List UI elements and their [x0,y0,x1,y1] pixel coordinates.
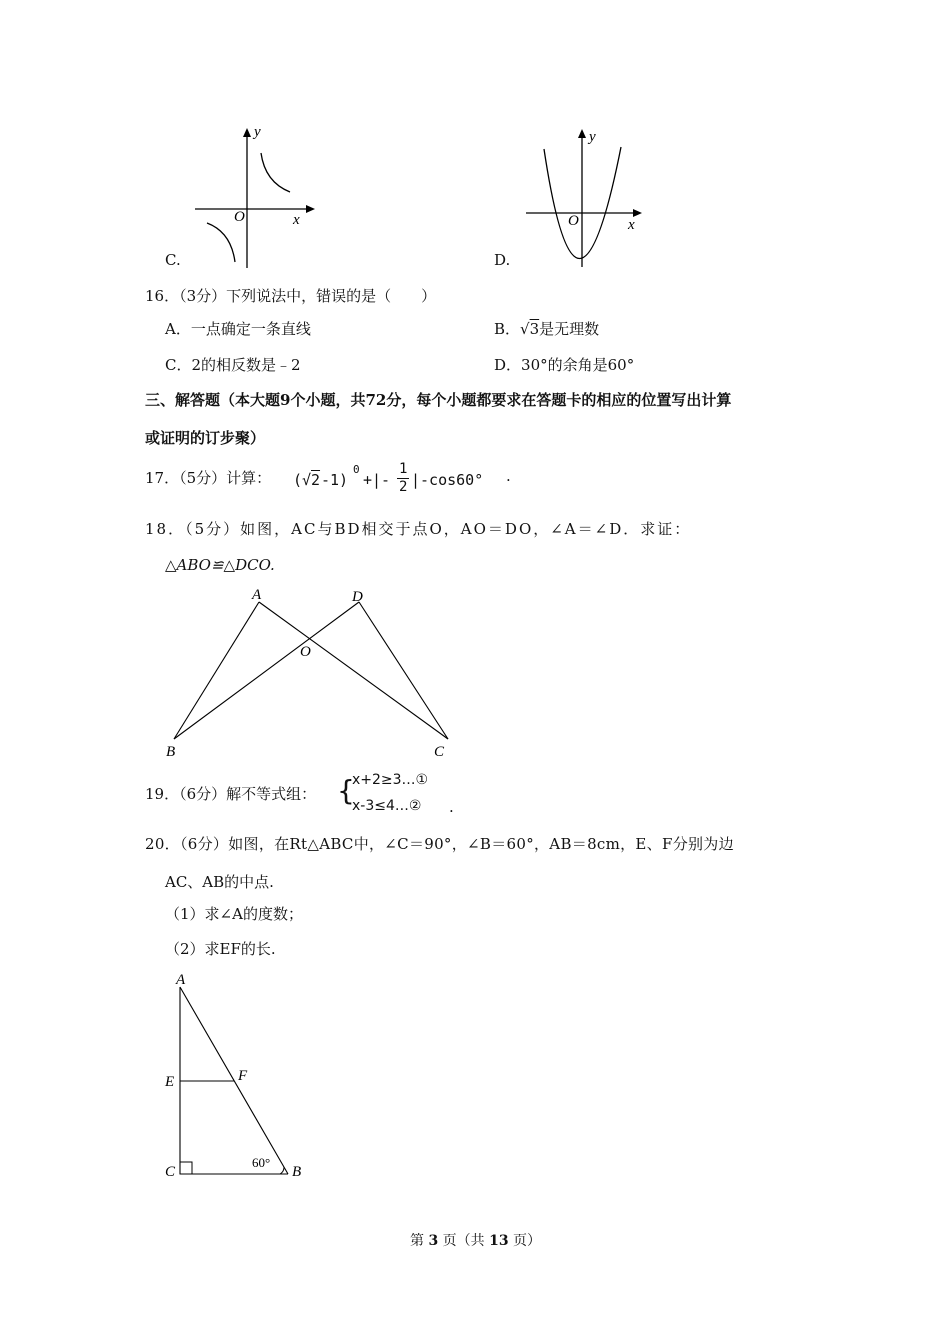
fig20-angle-label: 60° [252,1155,271,1170]
q19-ineq1: x+2≥3…① [352,772,429,788]
right-angle-marker [180,1162,192,1174]
q20-line2: AC、AB的中点. [165,873,274,891]
q16-option-a: A．一点确定一条直线 [165,320,311,338]
fig20-label-b: B [292,1164,302,1180]
q16-option-c: C．2的相反数是﹣2 [165,356,301,374]
total-pages: 13 [489,1233,509,1249]
figure-18 [160,585,460,765]
q16-option-b-radicand: 3 [529,320,540,338]
fig20-label-e: E [165,1074,175,1090]
fig20-label-a: A [176,972,186,988]
fig20-label-c: C [165,1164,176,1180]
page-footer: 第 3 页（共 13 页） [410,1233,542,1249]
q16-option-b [494,318,599,339]
brace-icon: { [337,774,355,807]
graph-c-x-label: x [293,212,300,228]
current-page-number: 3 [428,1233,439,1249]
q17-stem: 17．（5分）计算： [145,469,272,487]
option-c-graph-label: C. [165,251,181,269]
graph-d-x-label: x [628,217,635,233]
graph-d-origin-label: O [568,213,579,229]
q16-stem: 16．（3分）下列说法中，错误的是（ ） [145,287,437,305]
fig18-label-a: A [252,587,262,603]
fig20-label-f: F [238,1068,248,1084]
figure-20 [160,965,320,1185]
hyperbola-branch-lower [207,223,235,262]
y-arrow-icon [578,129,586,138]
q20-sub2: （2）求EF的长. [165,940,276,958]
graph-d-y-label: y [589,129,596,145]
x-arrow-icon [306,205,315,213]
section3-heading-line1: 三、解答题（本大题9个小题，共72分，每个小题都要求在答题卡的相应的位置写出计算 [145,391,732,409]
graph-d [520,125,650,270]
q19-end: . [449,798,454,816]
q20-line1: 20．（6分）如图，在Rt△ABC中，∠C＝90°，∠B＝60°，AB＝8cm，E、F分别为边 [145,835,734,853]
q17-end: . [506,467,511,485]
fig18-label-b: B [166,744,176,760]
fig18-label-d: D [352,589,363,605]
q16-option-d: D．30°的余角是60° [494,356,635,374]
section3-heading-line2: 或证明的订步聚） [145,429,266,447]
x-arrow-icon [633,209,642,217]
q18-line1: 18．（5分）如图，AC与BD相交于点O，AO＝DO，∠A＝∠D．求证： [145,520,692,538]
graph-c-y-label: y [254,124,261,140]
q16-option-b-suffix: 是无理数 [539,320,600,338]
angle-arc-icon [280,1167,284,1174]
q19-ineq2: x-3≤4…② [352,798,422,814]
q19-stem: 19．（6分）解不等式组： [145,785,317,803]
q18-line2: △ABO≌△DCO. [165,556,275,574]
q16-option-b-prefix: B． [494,320,521,338]
hyperbola-branch-upper [261,153,290,192]
y-arrow-icon [243,128,251,137]
sqrt-sign: √ [302,471,312,489]
option-d-graph-label: D. [494,251,511,269]
fig18-label-c: C [434,744,445,760]
graph-c-origin-label: O [234,209,245,225]
fig18-label-o: O [300,644,311,660]
q20-sub1: （1）求∠A的度数； [165,905,303,923]
graph-c [185,120,320,275]
sqrt-sign: √ [520,320,530,338]
